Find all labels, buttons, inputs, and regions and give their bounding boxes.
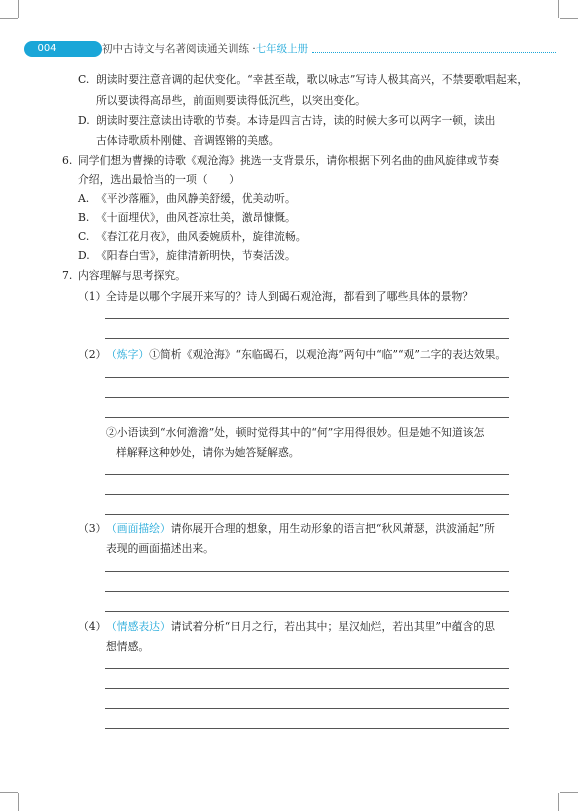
q6-stem-line2: 介绍，选出最恰当的一项（ ） [78,173,240,186]
grade-label: 七年级上册 [255,43,309,55]
q6-stem-line1: 同学们想为曹操的诗歌《观沧海》挑选一支背景乐，请你根据下列名曲的曲风旋律或节奏 [78,154,500,167]
q7-2-question: ①简析《观沧海》“东临碣石，以观沧海”两句中“临”“观”二字的表达效果。 [149,348,507,361]
trim-mark-top-right-h [560,18,578,19]
answer-line[interactable] [105,494,509,495]
answer-line[interactable] [105,474,509,475]
trim-mark-bottom-left-h [0,792,18,793]
q7-1-label: （1） [78,290,107,303]
answer-line[interactable] [105,688,509,689]
answer-line[interactable] [105,377,509,378]
answer-line[interactable] [105,708,509,709]
q6-option-c-label: C. [78,230,90,243]
page-number: 004 [37,43,57,54]
answer-line[interactable] [105,611,509,612]
q7-1-text: 全诗是以哪个字展开来写的？诗人到碣石观沧海，都看到了哪些具体的景物？ [106,290,474,303]
q7-3-label: （3） [78,522,107,535]
answer-line[interactable] [105,318,509,319]
book-title: 初中古诗文与名著阅读通关训练 · [102,43,256,55]
q7-4-tag: （情感表达） [106,620,171,633]
q7-4-label: （4） [78,620,107,633]
q5-option-c-line2: 所以要读得高昂些，前面则要读得低沉些，以突出变化。 [96,94,366,107]
q7-3-line2: 表现的画面描述出来。 [106,542,214,555]
q7-2b-line1: ②小语读到“水何澹澹”处，顿时觉得其中的“何”字用得很妙。但是她不知道该怎 [106,426,485,439]
q5-option-d-line1: 朗读时要注意读出诗歌的节奏。本诗是四言古诗，读的时候大多可以两字一顿，读出 [96,114,496,127]
answer-line[interactable] [105,417,509,418]
q5-option-d-line2: 古体诗歌质朴刚健、音调铿锵的美感。 [96,134,280,147]
q7-4-line2: 想情感。 [106,640,150,653]
q6-option-a-label: A. [78,192,90,205]
trim-mark-top-right-v [558,0,559,18]
q6-number: 6. [62,154,73,167]
q7-2-tag: （炼字） [106,348,150,361]
q6-option-d: 《阳春白雪》，旋律清新明快，节奏活泼。 [96,249,296,262]
q6-option-a: 《平沙落雁》，曲风静美舒缓，优美动听。 [96,192,296,205]
answer-line[interactable] [105,728,509,729]
q5-option-d-label: D. [78,114,90,127]
q7-2-text [106,348,506,362]
q7-4-line1 [106,620,495,634]
trim-mark-bottom-left-v [18,793,19,811]
answer-line[interactable] [105,514,509,515]
answer-line[interactable] [105,591,509,592]
trim-mark-bottom-right-h [560,792,578,793]
trim-mark-top-left-v [18,0,19,18]
answer-line[interactable] [105,571,509,572]
q7-number: 7. [62,269,73,282]
q6-option-b-label: B. [78,211,90,224]
q5-option-c-line1: 朗读时要注意音调的起伏变化。“幸甚至哉，歌以咏志”写诗人极其高兴，不禁要歌唱起来， [96,73,529,86]
q7-4-question: 请试着分析“日月之行，若出其中；星汉灿烂，若出其里”中蕴含的思 [170,620,495,633]
q7-3-line1 [106,522,495,536]
answer-line[interactable] [105,397,509,398]
q5-option-c-label: C. [78,73,90,86]
running-header [102,41,308,57]
q7-2-label: （2） [78,348,107,361]
q6-option-b: 《十面埋伏》，曲风苍凉壮美，激昂慷慨。 [96,211,296,224]
answer-line[interactable] [105,668,509,669]
q6-option-c: 《春江花月夜》，曲风委婉质朴，旋律流畅。 [96,230,307,243]
q7-3-tag: （画面描绘） [106,522,171,535]
q6-option-d-label: D. [78,249,90,262]
q7-3-question: 请你展开合理的想象，用生动形象的语言把“秋风萧瑟，洪波涌起”所 [170,522,495,535]
answer-line[interactable] [105,338,509,339]
trim-mark-top-left-h [0,18,18,19]
q7-title: 内容理解与思考探究。 [78,269,186,282]
q7-2b-line2: 样解释这种妙处，请你为她答疑解惑。 [116,446,300,459]
header-dotted-rule [312,52,556,53]
trim-mark-bottom-right-v [558,793,559,811]
